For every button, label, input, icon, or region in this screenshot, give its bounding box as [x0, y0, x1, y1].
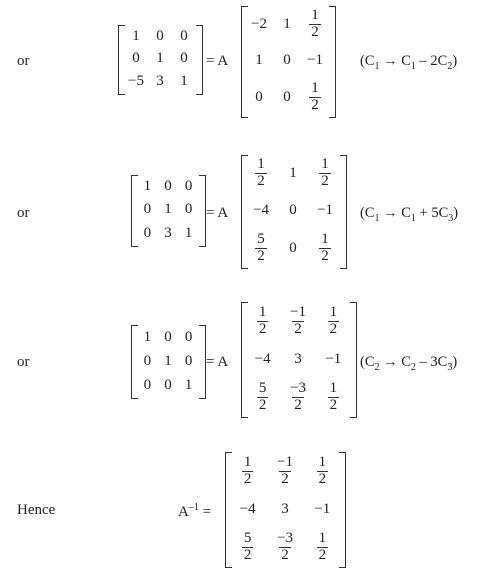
- column-subscript: 2: [374, 361, 380, 373]
- matrix-cell: 0: [143, 201, 152, 218]
- fraction-denominator: 2: [318, 470, 327, 487]
- operation-text: – 3C: [415, 354, 448, 370]
- operation-text: ): [452, 53, 458, 69]
- matrix-cell: [257, 381, 269, 414]
- matrix-cell: [319, 232, 331, 265]
- matrix-cell: [257, 305, 269, 338]
- identity-matrix: [124, 25, 196, 93]
- fraction-denominator: 2: [318, 546, 327, 563]
- matrix-cell: [309, 8, 321, 41]
- matrix-cell: 1: [184, 224, 193, 241]
- fraction-denominator: 2: [258, 396, 267, 413]
- matrix-cell: 0: [143, 376, 152, 393]
- matrix-cell: −4: [253, 202, 269, 219]
- operation-text: → C: [379, 354, 411, 370]
- matrix-cell: [275, 455, 295, 488]
- matrix-cell: 0: [184, 328, 193, 345]
- matrix-cell: 1: [184, 376, 193, 393]
- operation-text: – 2C: [415, 53, 448, 69]
- matrix-cell: 1: [283, 15, 291, 32]
- matrix-cell: −1: [314, 500, 331, 517]
- matrix-cell: −4: [254, 350, 271, 367]
- matrix-cell: 1: [132, 27, 140, 44]
- fraction-numerator: 1: [321, 231, 329, 248]
- inverse-lhs: $A^{-1}$ =: [178, 502, 212, 520]
- matrix-cell: 1: [255, 52, 263, 69]
- right-bracket: [329, 6, 336, 118]
- fraction-numerator: 1: [321, 156, 329, 173]
- right-bracket: [339, 452, 346, 568]
- matrix-cell: 0: [289, 239, 297, 256]
- fraction-numerator: 1: [243, 453, 252, 470]
- fraction-denominator: 2: [329, 320, 338, 337]
- matrix-cell: 0: [184, 201, 193, 218]
- matrix-cell: 3: [164, 224, 172, 241]
- matrix-cell: 1: [289, 165, 297, 182]
- matrix-cell: [309, 81, 321, 114]
- matrix-cell: 1: [143, 328, 152, 345]
- operation-text: + 5C: [415, 205, 449, 221]
- elementary-matrix: [137, 175, 199, 245]
- matrix-cell: 0: [255, 89, 263, 106]
- column-subscript: 1: [410, 212, 416, 224]
- column-subscript: 1: [374, 212, 380, 224]
- hence-label: Hence: [17, 502, 56, 518]
- matrix-cell: 3: [281, 500, 289, 517]
- or-label: or: [17, 354, 30, 370]
- matrix-cell: [317, 531, 329, 564]
- fraction-numerator: 1: [329, 379, 338, 396]
- matrix-cell: 1: [156, 50, 164, 67]
- or-label: or: [17, 205, 30, 221]
- matrix-cell: [255, 157, 267, 190]
- matrix-cell: 1: [164, 201, 172, 218]
- fraction-denominator: 2: [258, 320, 267, 337]
- fraction-denominator: 2: [257, 173, 265, 190]
- result-matrix: [245, 155, 341, 267]
- fraction-numerator: −1: [290, 303, 306, 320]
- matrix-cell: 0: [164, 328, 172, 345]
- matrix-cell: [242, 455, 254, 488]
- matrix-cell: 0: [164, 178, 172, 195]
- fraction-numerator: 1: [311, 7, 319, 24]
- inverse-matrix: [229, 452, 341, 566]
- fraction-numerator: 1: [258, 303, 267, 320]
- result-matrix: [245, 6, 329, 116]
- fraction-numerator: 5: [257, 231, 265, 248]
- matrix-cell: 0: [143, 224, 152, 241]
- fraction-numerator: 1: [329, 303, 338, 320]
- right-bracket: [340, 155, 347, 269]
- matrix-cell: −2: [251, 15, 267, 32]
- operation-text: ): [452, 354, 458, 370]
- fraction-denominator: 2: [321, 173, 329, 190]
- matrix-cell: 0: [184, 178, 193, 195]
- equals-a: = A: [206, 205, 229, 221]
- matrix-cell: 0: [180, 27, 188, 44]
- fraction-numerator: −1: [277, 453, 293, 470]
- equals-a: = A: [206, 53, 229, 69]
- matrix-cell: 3: [294, 350, 302, 367]
- fraction-numerator: 1: [318, 529, 327, 546]
- fraction-numerator: 1: [318, 453, 327, 470]
- matrix-cell: −1: [325, 350, 342, 367]
- matrix-cell: 3: [156, 73, 164, 90]
- column-operation: [360, 354, 457, 373]
- operation-text: ): [453, 205, 459, 221]
- matrix-cell: 0: [283, 89, 291, 106]
- fraction-numerator: −3: [290, 379, 306, 396]
- matrix-cell: [317, 455, 329, 488]
- column-subscript: 2: [410, 361, 416, 373]
- result-matrix: [245, 302, 351, 416]
- fraction-denominator: 2: [243, 546, 252, 563]
- matrix-cell: 1: [164, 352, 172, 369]
- column-subscript: 3: [447, 361, 453, 373]
- fraction-denominator: 2: [243, 470, 252, 487]
- fraction-denominator: 2: [281, 546, 289, 563]
- right-bracket: [199, 175, 206, 247]
- matrix-cell: [242, 531, 254, 564]
- matrix-cell: 0: [283, 52, 291, 69]
- fraction-denominator: 2: [311, 23, 319, 40]
- matrix-cell: [275, 531, 295, 564]
- operation-text: (C: [360, 205, 375, 221]
- equals-a: = A: [206, 354, 229, 370]
- column-subscript: 2: [447, 60, 453, 72]
- matrix-cell: 1: [143, 178, 152, 195]
- matrix-cell: 1: [180, 73, 188, 90]
- operation-text: → C: [379, 53, 411, 69]
- matrix-cell: [328, 381, 340, 414]
- right-bracket: [199, 325, 206, 399]
- or-label: or: [17, 53, 30, 69]
- right-bracket: [350, 302, 357, 418]
- matrix-cell: 0: [180, 50, 188, 67]
- matrix-cell: 0: [156, 27, 164, 44]
- matrix-cell: 0: [289, 202, 297, 219]
- operation-text: (C: [360, 354, 375, 370]
- column-subscript: 1: [374, 60, 380, 72]
- matrix-cell: [328, 305, 340, 338]
- column-operation: [360, 205, 458, 224]
- right-bracket: [196, 25, 203, 95]
- fraction-denominator: 2: [294, 396, 302, 413]
- matrix-cell: [255, 232, 267, 265]
- matrix-cell: [288, 381, 308, 414]
- fraction-denominator: 2: [294, 320, 302, 337]
- column-operation: [360, 53, 457, 72]
- matrix-cell: 0: [132, 50, 140, 67]
- fraction-denominator: 2: [329, 396, 338, 413]
- matrix-cell: −4: [239, 500, 256, 517]
- fraction-numerator: 1: [257, 156, 265, 173]
- fraction-denominator: 2: [311, 97, 319, 114]
- fraction-denominator: 2: [257, 247, 265, 264]
- matrix-cell: −5: [128, 73, 144, 90]
- fraction-numerator: −3: [277, 529, 293, 546]
- identity-matrix: [137, 325, 199, 397]
- operation-text: (C: [360, 53, 375, 69]
- column-subscript: 3: [448, 212, 454, 224]
- matrix-cell: −1: [307, 52, 323, 69]
- column-subscript: 1: [410, 60, 416, 72]
- matrix-cell: 0: [143, 352, 152, 369]
- matrix-cell: 0: [184, 352, 193, 369]
- matrix-cell: −1: [317, 202, 333, 219]
- fraction-denominator: 2: [281, 470, 289, 487]
- fraction-numerator: 1: [311, 80, 319, 97]
- fraction-denominator: 2: [321, 247, 329, 264]
- matrix-cell: [319, 157, 331, 190]
- matrix-cell: 0: [164, 376, 172, 393]
- operation-text: → C: [379, 205, 411, 221]
- matrix-cell: [288, 305, 308, 338]
- fraction-numerator: 5: [243, 529, 252, 546]
- fraction-numerator: 5: [258, 379, 267, 396]
